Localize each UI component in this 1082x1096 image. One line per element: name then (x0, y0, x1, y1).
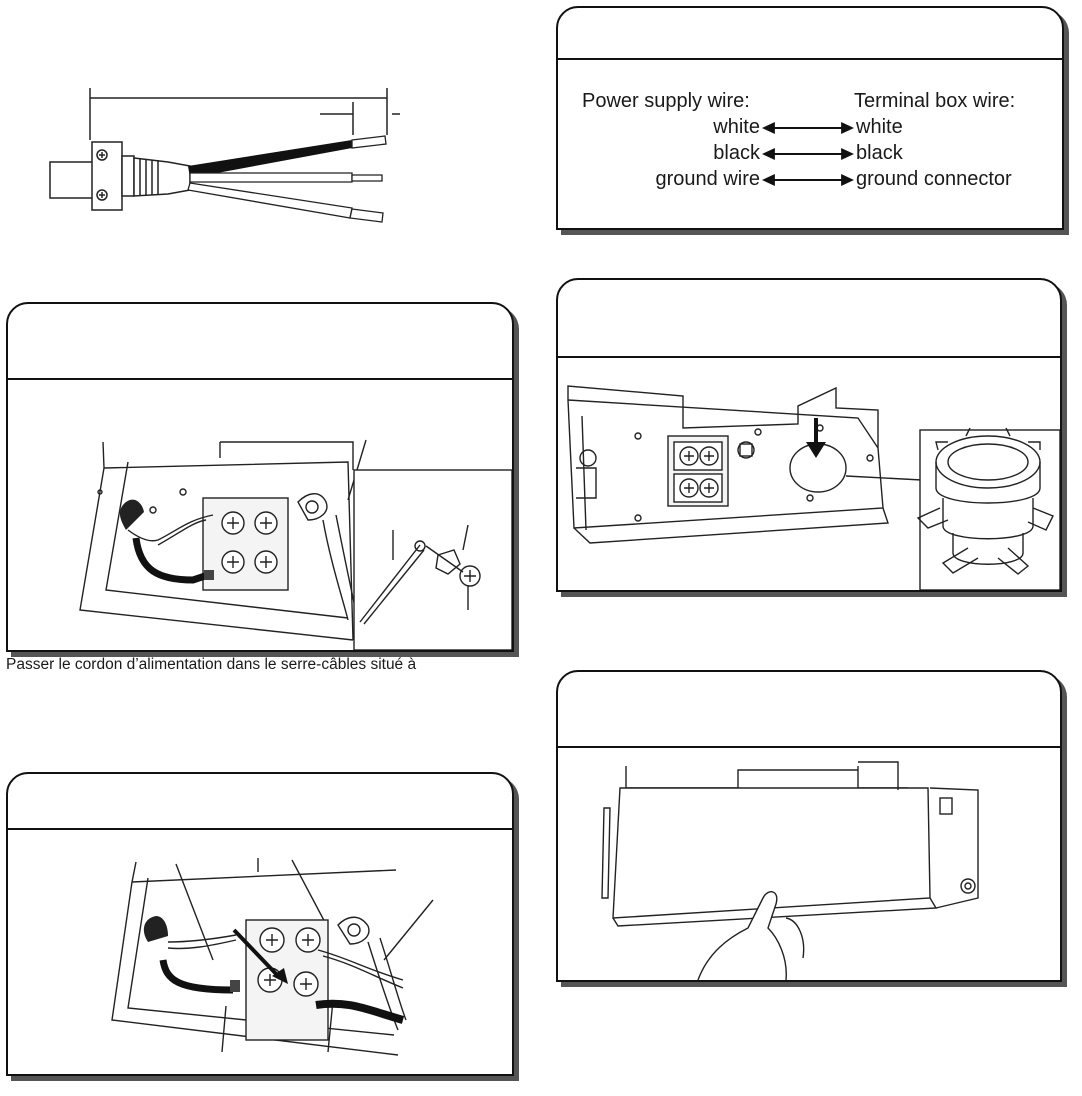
double-arrow-icon (762, 166, 854, 192)
terminal-box-cover-illustration (558, 748, 1060, 980)
terminal-wire-black: black (856, 142, 903, 164)
terminal-ground-connector: ground connector (856, 168, 1012, 190)
panel-header (8, 774, 512, 830)
power-wire-black: black (713, 142, 760, 164)
panel-header (558, 8, 1062, 60)
wiring-table-panel (556, 6, 1064, 230)
double-arrow-icon (762, 114, 854, 140)
power-wire-ground: ground wire (655, 168, 760, 190)
terminal-wiring-panel (6, 772, 514, 1076)
power-cord-illustration (40, 80, 400, 240)
terminal-cover-panel (556, 670, 1062, 982)
panel-header (558, 280, 1060, 358)
panel-header (8, 304, 512, 380)
ground-connection-panel (6, 302, 514, 652)
double-arrow-icon (762, 140, 854, 166)
power-wire-white: white (713, 116, 760, 138)
ground-connection-illustration (8, 380, 512, 650)
panel-header (558, 672, 1060, 748)
instruction-caption: Passer le cordon d’alimentation dans le serre-câbles situé à (6, 656, 417, 673)
power-supply-header: Power supply wire: (582, 90, 750, 112)
terminal-wiring-illustration (8, 830, 512, 1074)
terminal-box-panel (556, 278, 1062, 592)
terminal-wire-white: white (856, 116, 903, 138)
terminal-box-illustration (558, 358, 1060, 590)
terminal-box-header: Terminal box wire: (854, 90, 1016, 112)
